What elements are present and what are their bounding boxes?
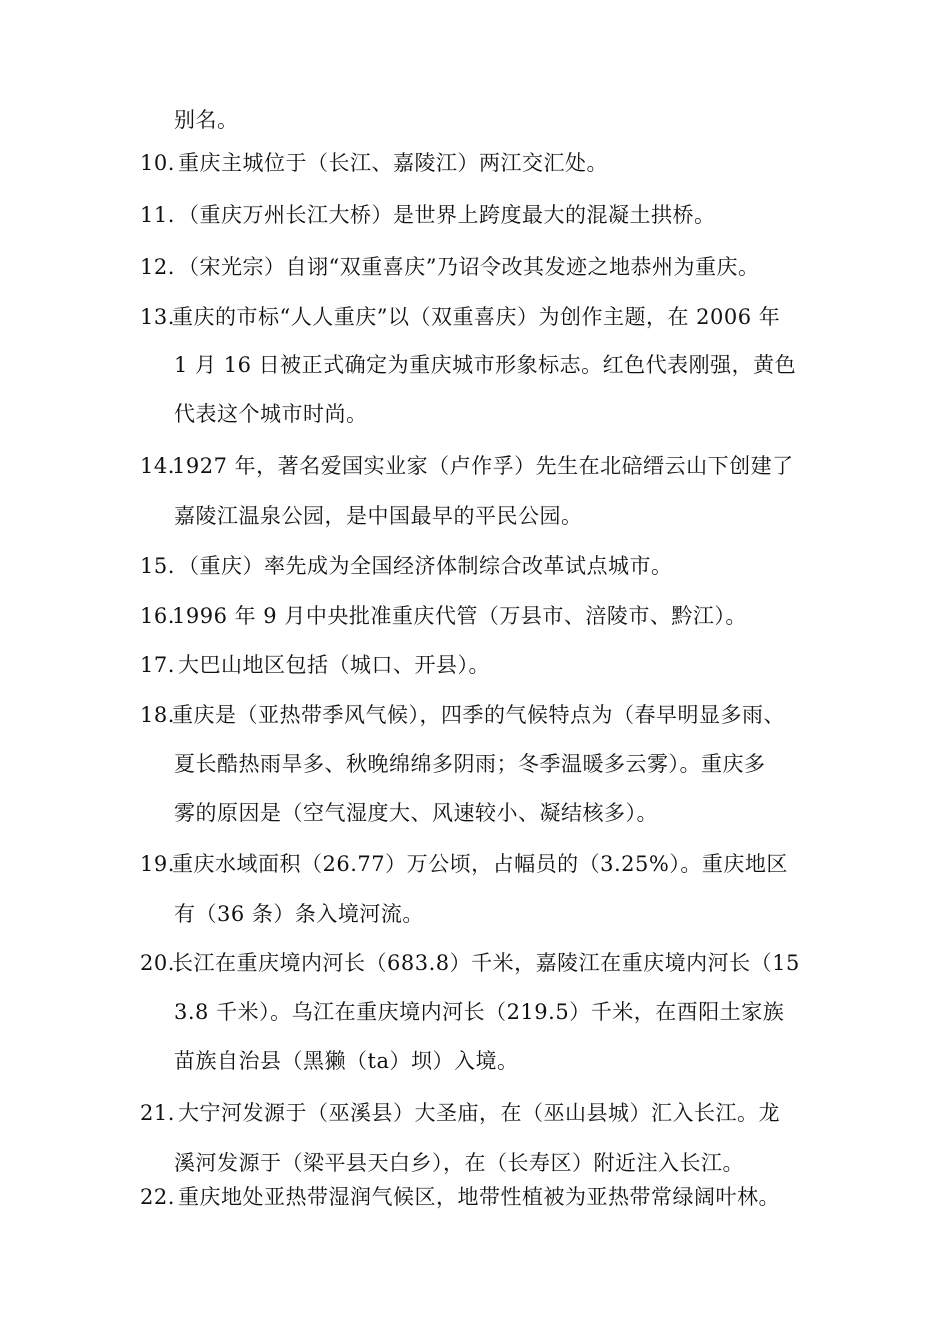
list-item-line: （重庆）率先成为全国经济体制综合改革试点城市。	[178, 554, 673, 578]
list-item-line: 重庆是（亚热带季风气候），四季的气候特点为（春早明显多雨、	[172, 703, 785, 727]
list-item-number: 17.	[140, 653, 175, 677]
list-item-number: 20.	[140, 951, 175, 975]
list-item-number: 19.	[140, 852, 175, 876]
list-item-number: 16.	[140, 604, 175, 628]
list-item-line: 嘉陵江温泉公园，是中国最早的平民公园。	[174, 504, 583, 528]
list-item-number: 13.	[140, 305, 175, 329]
list-item-line: 代表这个城市时尚。	[174, 402, 368, 426]
list-item-line: 大巴山地区包括（城口、开县）。	[178, 653, 490, 677]
list-item-line: 1996 年 9 月中央批准重庆代管（万县市、涪陵市、黔江）。	[172, 604, 747, 628]
list-item-number: 21.	[140, 1101, 175, 1125]
list-item-number: 14.	[140, 454, 175, 478]
continuation-line: 别名。	[174, 108, 239, 132]
list-item-line: 重庆主城位于（长江、嘉陵江）两江交汇处。	[178, 151, 608, 175]
list-item-line: 3.8 千米）。乌江在重庆境内河长（219.5）千米，在酉阳土家族	[174, 1000, 785, 1024]
list-item-number: 10.	[140, 151, 175, 175]
list-item-line: 重庆的市标“人人重庆”以（双重喜庆）为创作主题，在 2006 年	[172, 305, 781, 329]
list-item-number: 11.	[140, 203, 175, 227]
list-item-line: （宋光宗）自诩“双重喜庆”乃诏令改其发迹之地恭州为重庆。	[178, 255, 760, 279]
list-item-line: 1 月 16 日被正式确定为重庆城市形象标志。红色代表刚强，黄色	[174, 353, 797, 377]
list-item-line: 夏长酷热雨旱多、秋晚绵绵多阴雨；冬季温暖多云雾）。重庆多	[174, 752, 766, 776]
list-item-number: 22.	[140, 1185, 175, 1209]
list-item-line: 重庆水域面积（26.77）万公顷，占幅员的（3.25%）。重庆地区	[172, 852, 788, 876]
list-item-line: 有（36 条）条入境河流。	[174, 902, 424, 926]
list-item-line: 1927 年，著名爱国实业家（卢作孚）先生在北碚缙云山下创建了	[172, 454, 794, 478]
list-item-line: 重庆地处亚热带湿润气候区，地带性植被为亚热带常绿阔叶林。	[178, 1185, 780, 1209]
list-item-number: 12.	[140, 255, 175, 279]
list-item-number: 18.	[140, 703, 175, 727]
list-item-line: 苗族自治县（黑獭（ta）坝）入境。	[174, 1049, 519, 1073]
list-item-number: 15.	[140, 554, 175, 578]
list-item-line: 大宁河发源于（巫溪县）大圣庙，在（巫山县城）汇入长江。龙	[178, 1101, 780, 1125]
list-item-line: 溪河发源于（梁平县天白乡），在（长寿区）附近注入长江。	[174, 1151, 744, 1175]
list-item-line: 长江在重庆境内河长（683.8）千米，嘉陵江在重庆境内河长（15	[172, 951, 800, 975]
list-item-line: 雾的原因是（空气湿度大、风速较小、凝结核多）。	[174, 801, 658, 825]
list-item-line: （重庆万州长江大桥）是世界上跨度最大的混凝土拱桥。	[178, 203, 716, 227]
